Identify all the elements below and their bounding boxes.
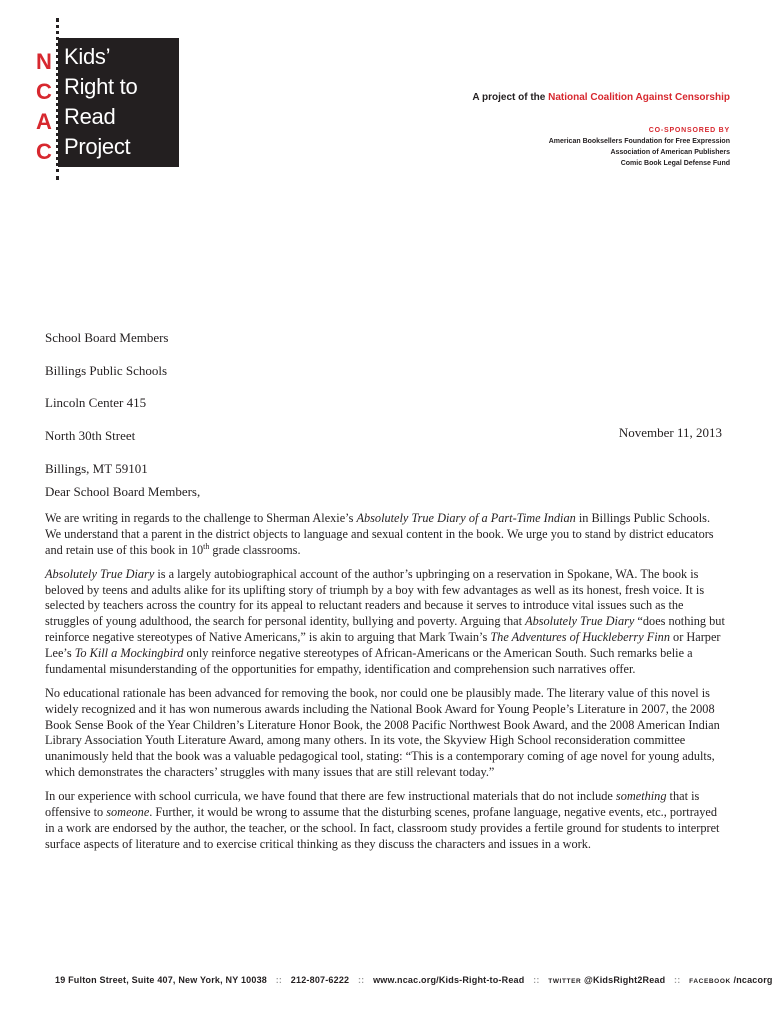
footer-facebook-label: FACEBOOK — [689, 978, 731, 985]
text-run: in Billings Public Schools. We understand that a parent in the district objects to language and sexual content in the book. We urge you to stand by district educators and retain use of this book in 10 — [45, 511, 714, 557]
text-run: only reinforce negative stereotypes of African-Americans or the American South. Such remarks belie a fundamental misunderstanding of the opportunities for empathy, identification and comprehension such narratives offer. — [45, 645, 693, 676]
text-run: that is offensive to — [45, 789, 700, 820]
book-title: The Adventures of Huckleberry Finn — [490, 630, 670, 645]
address-line: School Board Members — [45, 330, 169, 346]
footer-website[interactable]: www.ncac.org/Kids-Right-to-Read — [373, 975, 525, 985]
ncac-letter: A — [36, 109, 52, 134]
book-title: Absolutely True Diary — [525, 614, 635, 629]
cosponsored-label: CO-SPONSORED BY — [648, 127, 730, 134]
project-of-line — [472, 92, 730, 103]
footer-separator: :: — [674, 975, 681, 985]
footer-twitter[interactable]: @KidsRight2Read — [584, 975, 666, 985]
paragraph-1 — [45, 511, 725, 558]
emphasis: someone — [106, 805, 150, 820]
cosponsor-name: Association of American Publishers — [610, 149, 730, 156]
ncac-vertical-letters — [36, 47, 52, 167]
book-title: Absolutely True Diary — [45, 566, 155, 581]
cosponsor-block — [549, 125, 730, 169]
footer-facebook[interactable]: /ncacorg — [733, 975, 773, 985]
letterhead-footer — [55, 975, 773, 985]
cosponsor-name: American Booksellers Foundation for Free Expression — [548, 138, 730, 145]
logo-line: Project — [64, 134, 131, 159]
ncac-letter: N — [36, 49, 52, 74]
krtr-logo — [58, 38, 179, 167]
footer-phone: 212-807-6222 — [290, 975, 350, 985]
recipient-address — [45, 314, 168, 493]
text-run: or Harper Lee’s — [45, 630, 721, 660]
paragraph-3: No educational rationale has been advanced for removing the book, nor could one be plausibly made. The literary value of this novel is widely recognized and it has won numerous awards including the National Book Award for Young People’s Literature in 2007, the 2008 Book Sense Book of the Year Children’s Literature Honor Book, the 2008 Pacific Northwest Book Award, and the 2008 American Indian Library Association Youth Literature Award, among many others. In its vote, the Skyview High School reconsideration committee unanimously held that the book was a valuable pedagogical tool, stating: “This is a contemporary coming of age novel for young adults, which demonstrates the characters’ struggles with many issues that are still relevant today.” — [45, 685, 720, 779]
text-run: . Further, it would be wrong to assume that the disturbing scenes, profane language, negative events, etc., portrayed in a work are endorsed by the author, the teacher, or the school. In fact, classroom study provides a fertile ground for students to interpret surface aspects of literature and to exercise critical thinking as they discuss the characters and issues in a work. — [45, 805, 720, 851]
logo-line: Kids’ — [64, 44, 111, 69]
logo-wordmark — [64, 42, 137, 162]
ncac-letter: C — [36, 79, 52, 104]
book-title: Absolutely True Diary of a Part-Time Indian — [356, 511, 576, 525]
emphasis: something — [615, 789, 667, 804]
book-title: To Kill a Mockingbird — [74, 645, 184, 660]
paragraph-4 — [45, 789, 725, 852]
paragraph-2 — [45, 567, 725, 678]
footer-separator: :: — [533, 975, 540, 985]
footer-address: 19 Fulton Street, Suite 407, New York, NY 10038 — [55, 975, 267, 985]
letter-body — [45, 511, 725, 861]
ordinal-suffix: th — [203, 541, 210, 551]
cosponsor-name: Comic Book Legal Defense Fund — [620, 160, 730, 167]
project-of-org: National Coalition Against Censorship — [548, 92, 730, 103]
text-run: We are writing in regards to the challenge to Sherman Alexie’s — [45, 511, 357, 525]
footer-separator: :: — [357, 975, 365, 985]
logo-line: Read — [64, 104, 116, 129]
address-line: Billings, MT 59101 — [45, 460, 148, 476]
project-of-prefix: A project of the — [472, 92, 546, 103]
text-run: grade classrooms. — [209, 542, 301, 557]
salutation: Dear School Board Members, — [45, 484, 201, 499]
letter-date: November 11, 2013 — [618, 425, 722, 440]
ncac-letter: C — [36, 139, 52, 164]
address-line: Lincoln Center 415 — [45, 395, 147, 411]
footer-twitter-label: TWITTER — [548, 978, 582, 985]
address-line: North 30th Street — [45, 428, 136, 444]
text-run: In our experience with school curricula, we have found that there are few instructional materials that do not include — [45, 789, 616, 804]
text-run: “does nothing but reinforce negative stereotypes of Native Americans,” is akin to arguing that Mark Twain’s — [45, 614, 725, 645]
footer-separator: :: — [275, 975, 283, 985]
text-run: is a largely autobiographical account of the author’s upbringing on a reservation in Spokane, WA. The book is beloved by teens and adults alike for its uplifting story of triumph by a boy with few advantages as well as its honest, fresh voice. It is selected by teachers across the country for its appeal to reluctant readers and because it serves to introduce vital issues such as the struggles of young adulthood, the search for personal identity, bullying and poverty. Arguing that — [45, 566, 705, 629]
logo-line: Right to — [64, 74, 138, 99]
address-line: Billings Public Schools — [45, 362, 168, 378]
